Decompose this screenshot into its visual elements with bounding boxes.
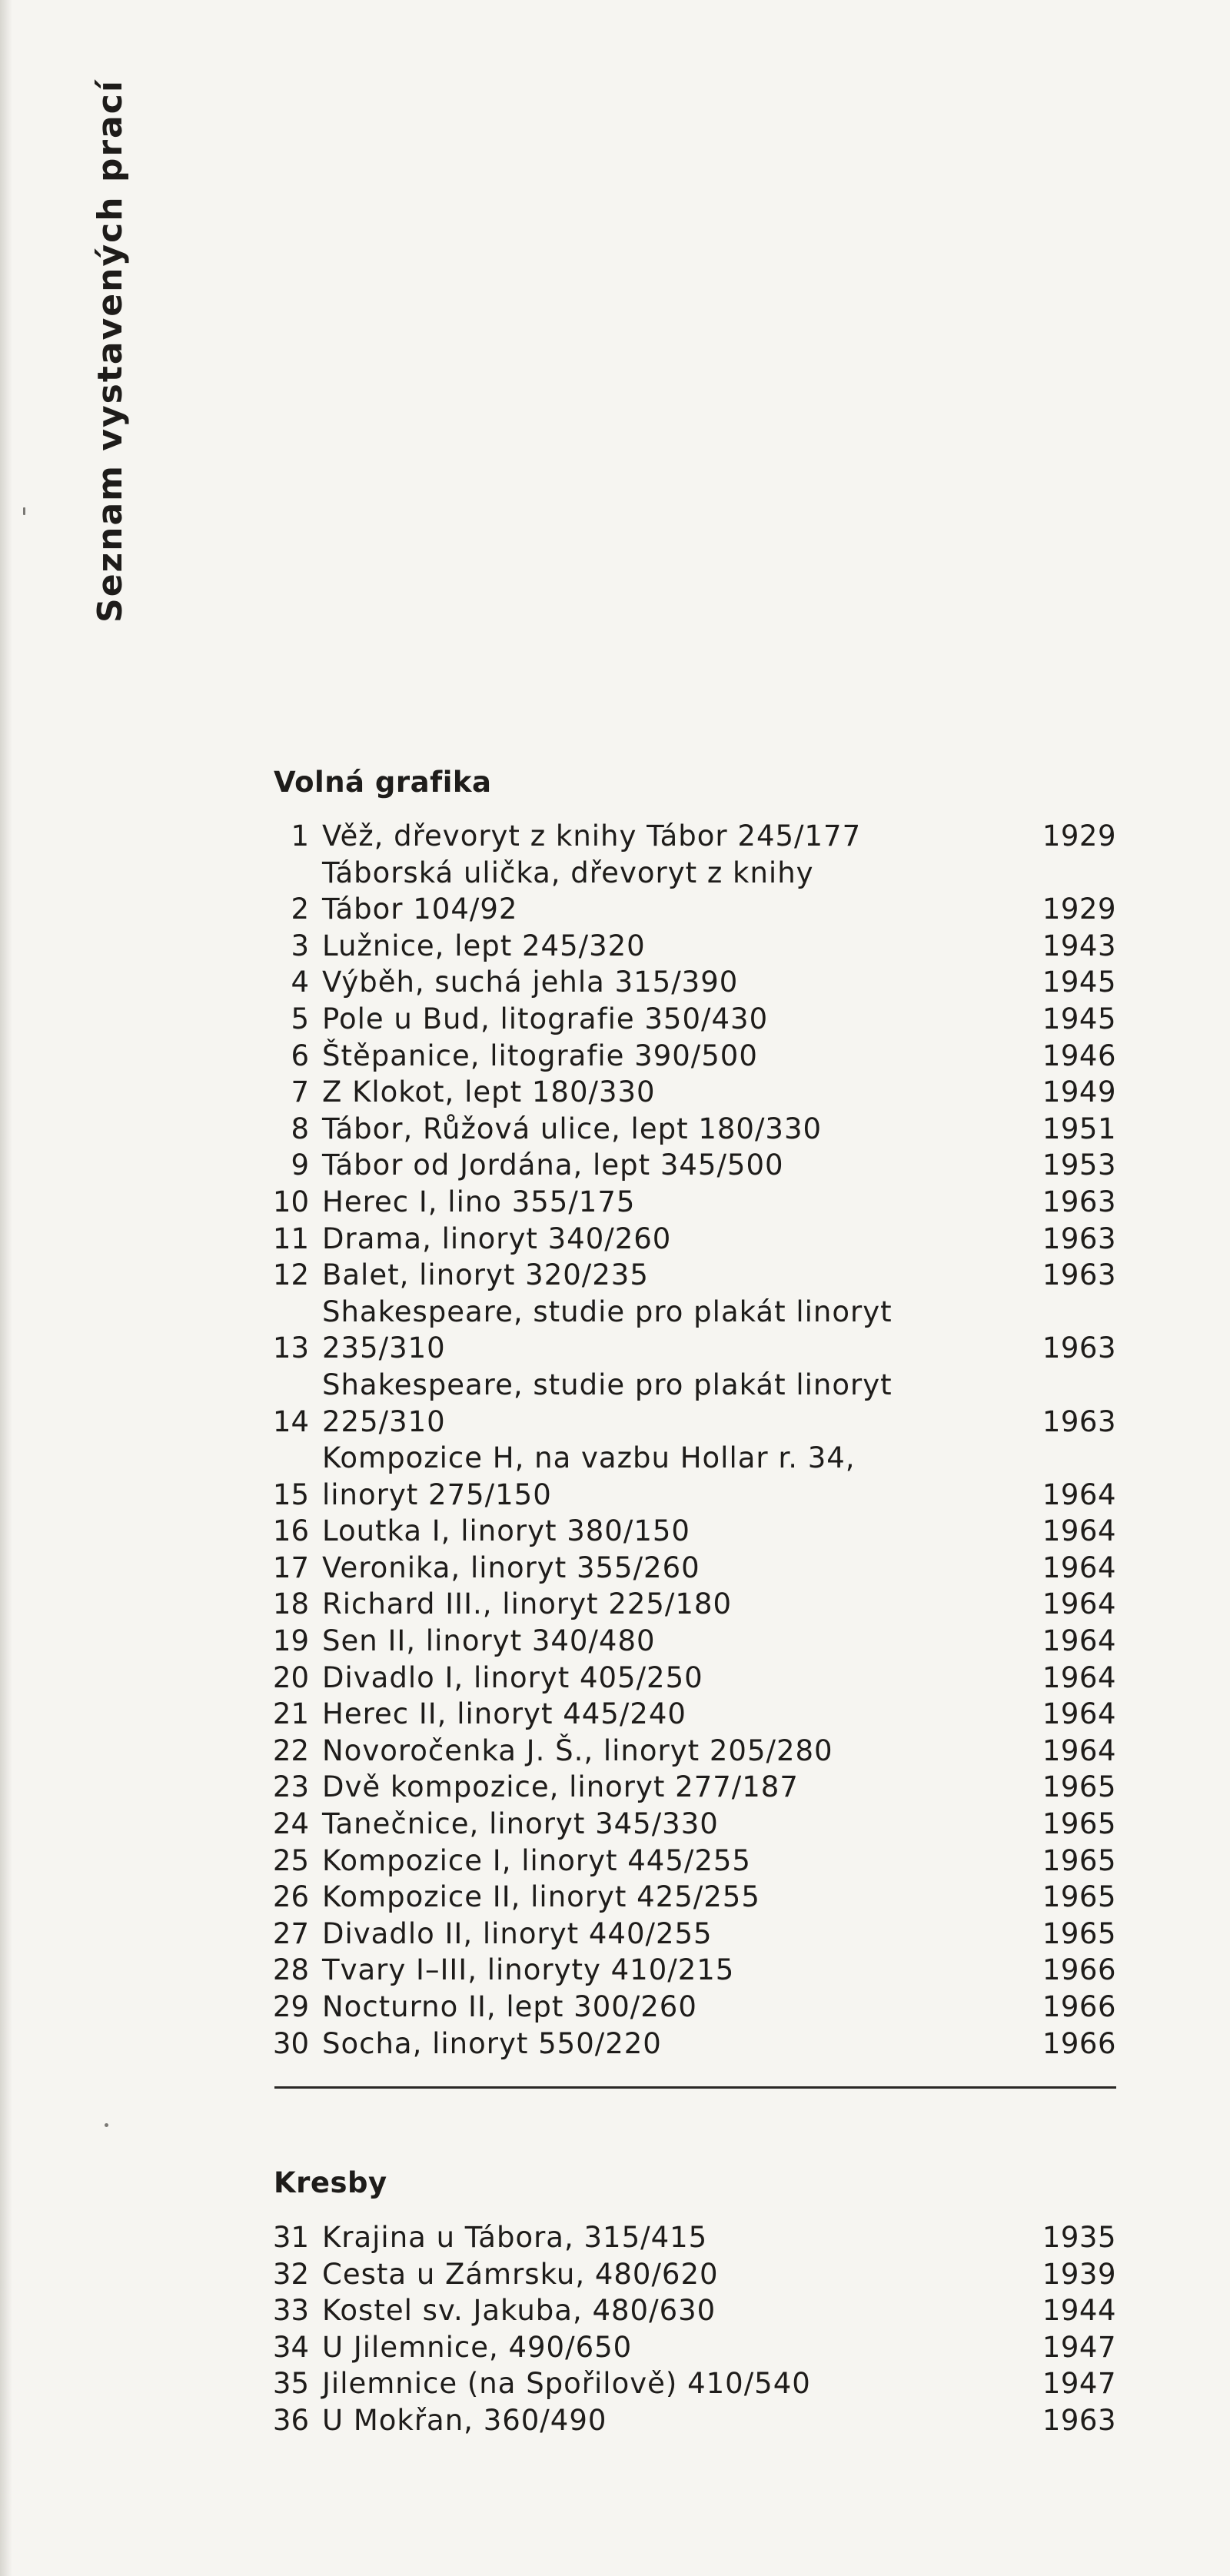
list-item [261, 1733, 1116, 1770]
item-number: 11 [272, 1222, 309, 1255]
item-year: 1966 [1042, 2026, 1116, 2060]
item-year: 1964 [1042, 1587, 1116, 1621]
item-title: Pole u Bud, litografie 350/430 [322, 1002, 769, 1035]
item-year: 1963 [1042, 2403, 1116, 2437]
item-title: Divadlo I, linoryt 405/250 [322, 1660, 703, 1694]
item-year: 1965 [1042, 1916, 1116, 1950]
item-title: Jilemnice (na Spořilově) 410/540 [322, 2367, 811, 2401]
item-title: Lužnice, lept 245/320 [322, 929, 646, 962]
item-title: Sen II, linoryt 340/480 [322, 1624, 656, 1658]
item-title: Štěpanice, litografie 390/500 [322, 1039, 758, 1072]
item-year: 1944 [1042, 2294, 1116, 2328]
item-year: 1965 [1042, 1843, 1116, 1877]
item-number: 30 [272, 2026, 309, 2060]
item-year: 1947 [1042, 2367, 1116, 2401]
list-item [261, 1038, 1116, 1075]
list-item [261, 1806, 1116, 1843]
list-item [261, 2026, 1116, 2062]
item-year: 1964 [1042, 1660, 1116, 1694]
list-item [261, 2329, 1116, 2366]
item-year: 1943 [1042, 929, 1116, 962]
list-item [261, 1257, 1116, 1294]
item-year: 1951 [1042, 1112, 1116, 1145]
item-number: 22 [272, 1733, 309, 1767]
item-year: 1953 [1042, 1148, 1116, 1182]
item-year: 1945 [1042, 966, 1116, 999]
item-number: 34 [272, 2330, 309, 2364]
item-year: 1966 [1042, 1953, 1116, 1987]
list-item [261, 1769, 1116, 1806]
item-number: 27 [272, 1916, 309, 1950]
paper-speck [105, 2123, 108, 2127]
list-item [261, 1989, 1116, 2026]
list-item [261, 2256, 1116, 2293]
list-item [261, 1440, 1116, 1513]
item-title: Novoročenka J. Š., linoryt 205/280 [322, 1733, 833, 1767]
list-item [261, 2219, 1116, 2256]
item-year: 1963 [1042, 1222, 1116, 1255]
list-item [261, 1879, 1116, 1916]
item-number: 29 [272, 1990, 309, 2023]
item-year: 1964 [1042, 1551, 1116, 1584]
item-number: 2 [291, 892, 309, 926]
item-title: Kompozice H, na vazbu Hollar r. 34, linoryt 275/150 [322, 1441, 856, 1511]
item-number: 28 [272, 1953, 309, 1987]
list-item [261, 855, 1116, 928]
item-number: 21 [272, 1697, 309, 1731]
list-item [261, 1623, 1116, 1660]
item-title: Krajina u Tábora, 315/415 [322, 2221, 708, 2254]
item-title: Tábor od Jordána, lept 345/500 [322, 1148, 784, 1182]
list-item [261, 1221, 1116, 1258]
item-year: 1947 [1042, 2330, 1116, 2364]
list-item [261, 1147, 1116, 1184]
item-number: 16 [272, 1514, 309, 1548]
list-item [261, 964, 1116, 1001]
item-title: U Jilemnice, 490/650 [322, 2330, 633, 2364]
item-number: 23 [272, 1770, 309, 1804]
item-title: Dvě kompozice, linoryt 277/187 [322, 1770, 799, 1804]
item-number: 5 [291, 1002, 309, 1035]
list-item [261, 2402, 1116, 2439]
item-title: Shakespeare, studie pro plakát linoryt 235/310 [322, 1295, 893, 1365]
page-edge-shadow [0, 0, 12, 2576]
list-item [261, 1184, 1116, 1221]
item-number: 3 [291, 929, 309, 962]
item-number: 17 [272, 1551, 309, 1584]
list-item [261, 1586, 1116, 1623]
item-number: 31 [272, 2221, 309, 2254]
item-year: 1965 [1042, 1807, 1116, 1841]
item-number: 15 [272, 1477, 309, 1511]
item-number: 14 [272, 1404, 309, 1438]
item-year: 1963 [1042, 1185, 1116, 1218]
item-number: 25 [272, 1843, 309, 1877]
list-item [261, 928, 1116, 965]
list-item [261, 818, 1116, 855]
item-number: 35 [272, 2367, 309, 2401]
item-title: Tanečnice, linoryt 345/330 [322, 1807, 719, 1841]
item-year: 1964 [1042, 1624, 1116, 1658]
item-title: Socha, linoryt 550/220 [322, 2026, 662, 2060]
item-title: Drama, linoryt 340/260 [322, 1222, 672, 1255]
item-number: 9 [291, 1148, 309, 1182]
list-item [261, 1660, 1116, 1697]
item-title: Z Klokot, lept 180/330 [322, 1075, 656, 1109]
works-list-graphics [261, 818, 1116, 2062]
item-title: Věž, dřevoryt z knihy Tábor 245/177 [322, 819, 862, 853]
item-title: Richard III., linoryt 225/180 [322, 1587, 733, 1621]
item-year: 1965 [1042, 1880, 1116, 1914]
item-year: 1929 [1042, 819, 1116, 853]
item-number: 4 [291, 966, 309, 999]
list-item [261, 1001, 1116, 1038]
item-title: Tvary I–III, linoryty 410/215 [322, 1953, 735, 1987]
section-divider [274, 2086, 1116, 2089]
item-number: 12 [272, 1258, 309, 1292]
item-year: 1964 [1042, 1477, 1116, 1511]
item-year: 1945 [1042, 1002, 1116, 1035]
item-title: Divadlo II, linoryt 440/255 [322, 1916, 713, 1950]
item-number: 33 [272, 2294, 309, 2328]
item-number: 36 [272, 2403, 309, 2437]
item-year: 1929 [1042, 892, 1116, 926]
paper-mark [23, 507, 25, 515]
item-number: 1 [291, 819, 309, 853]
section-heading-volna-grafika: Volná grafika [274, 766, 492, 799]
works-list-drawings [261, 2219, 1116, 2439]
item-year: 1963 [1042, 1404, 1116, 1438]
section-heading-kresby: Kresby [274, 2166, 387, 2199]
item-title: Kostel sv. Jakuba, 480/630 [322, 2294, 716, 2328]
item-number: 13 [272, 1331, 309, 1365]
item-number: 10 [272, 1185, 309, 1218]
item-title: Balet, linoryt 320/235 [322, 1258, 649, 1292]
item-title: Kompozice I, linoryt 445/255 [322, 1843, 751, 1877]
item-year: 1935 [1042, 2221, 1116, 2254]
list-item [261, 1843, 1116, 1880]
item-title: Herec II, linoryt 445/240 [322, 1697, 686, 1731]
item-title: Kompozice II, linoryt 425/255 [322, 1880, 760, 1914]
item-number: 26 [272, 1880, 309, 1914]
item-title: Nocturno II, lept 300/260 [322, 1990, 697, 2023]
item-title: Shakespeare, studie pro plakát linoryt 225/310 [322, 1368, 893, 1438]
item-year: 1964 [1042, 1697, 1116, 1731]
list-item [261, 2365, 1116, 2402]
list-item [261, 1111, 1116, 1148]
item-title: Tábor, Růžová ulice, lept 180/330 [322, 1112, 823, 1145]
item-number: 7 [291, 1075, 309, 1109]
list-item [261, 1952, 1116, 1989]
item-number: 8 [291, 1112, 309, 1145]
item-year: 1966 [1042, 1990, 1116, 2023]
list-item [261, 1294, 1116, 1367]
page-title-vertical: Seznam vystavených prací [91, 79, 130, 623]
item-number: 6 [291, 1039, 309, 1072]
list-item [261, 1916, 1116, 1953]
item-year: 1964 [1042, 1733, 1116, 1767]
item-number: 32 [272, 2257, 309, 2291]
item-year: 1949 [1042, 1075, 1116, 1109]
list-item [261, 1367, 1116, 1440]
item-title: Táborská ulička, dřevoryt z knihy Tábor 104/92 [322, 856, 814, 926]
item-title: Výběh, suchá jehla 315/390 [322, 966, 739, 999]
item-number: 18 [272, 1587, 309, 1621]
list-item [261, 1550, 1116, 1587]
list-item [261, 1696, 1116, 1733]
item-year: 1939 [1042, 2257, 1116, 2291]
item-title: Cesta u Zámrsku, 480/620 [322, 2257, 719, 2291]
list-item [261, 2292, 1116, 2329]
item-title: U Mokřan, 360/490 [322, 2403, 607, 2437]
item-year: 1963 [1042, 1258, 1116, 1292]
item-title: Loutka I, linoryt 380/150 [322, 1514, 690, 1548]
item-year: 1964 [1042, 1514, 1116, 1548]
item-number: 20 [272, 1660, 309, 1694]
item-year: 1946 [1042, 1039, 1116, 1072]
list-item [261, 1074, 1116, 1111]
item-number: 19 [272, 1624, 309, 1658]
item-year: 1965 [1042, 1770, 1116, 1804]
item-number: 24 [272, 1807, 309, 1841]
list-item [261, 1513, 1116, 1550]
item-title: Veronika, linoryt 355/260 [322, 1551, 700, 1584]
item-title: Herec I, lino 355/175 [322, 1185, 636, 1218]
item-year: 1963 [1042, 1331, 1116, 1365]
